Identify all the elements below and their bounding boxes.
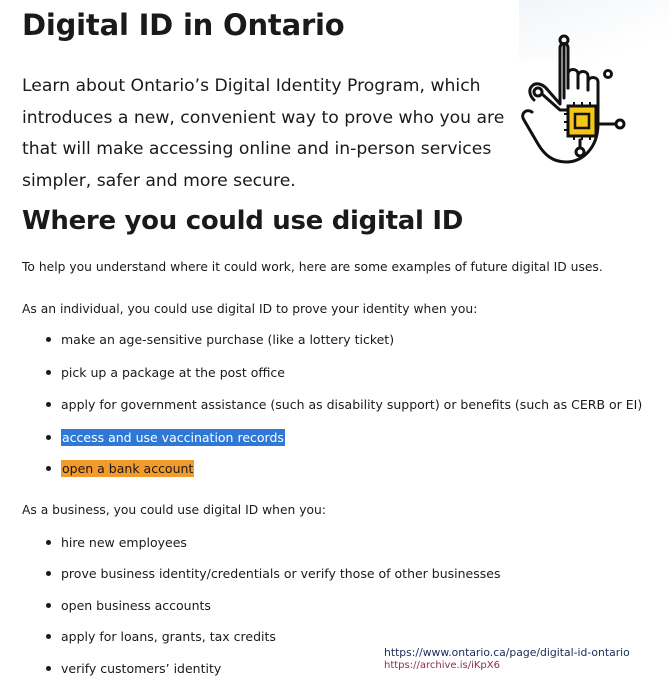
- archive-link[interactable]: https://archive.is/iKpX6: [384, 660, 500, 671]
- list-item: verify customers’ identity: [46, 661, 221, 676]
- list-item: hire new employees: [46, 535, 187, 550]
- bullet-icon: [46, 571, 51, 576]
- business-intro: As a business, you could use digital ID when you:: [22, 503, 326, 517]
- page-title: Digital ID in Ontario: [22, 8, 345, 42]
- bullet-icon: [46, 603, 51, 608]
- section-title: Where you could use digital ID: [22, 206, 463, 236]
- section-description: To help you understand where it could work, here are some examples of future digital ID uses.: [22, 260, 603, 274]
- bullet-icon: [46, 466, 51, 471]
- intro-paragraph: Learn about Ontario’s Digital Identity Program, which introduces a new, convenient way to prove who you are that will make accessing online and in-person services simpler, safer and more secure.: [22, 76, 505, 191]
- bullet-icon: [46, 435, 51, 440]
- bullet-icon: [46, 402, 51, 407]
- source-links: [384, 646, 630, 672]
- list-item: pick up a package at the post office: [46, 365, 285, 380]
- list-item: apply for loans, grants, tax credits: [46, 629, 276, 644]
- bullet-icon: [46, 666, 51, 671]
- list-item: open business accounts: [46, 598, 211, 613]
- list-item: make an age-sensitive purchase (like a lottery ticket): [46, 332, 394, 347]
- individual-intro: As an individual, you could use digital ID to prove your identity when you:: [22, 302, 478, 316]
- bullet-icon: [46, 337, 51, 342]
- bullet-icon: [46, 370, 51, 375]
- list-item-highlighted-orange: open a bank account: [46, 460, 194, 477]
- hand-chip-icon: [520, 28, 638, 178]
- list-item: prove business identity/credentials or verify those of other businesses: [46, 566, 500, 581]
- list-item-highlighted-blue: access and use vaccination records: [46, 429, 285, 446]
- source-link[interactable]: https://www.ontario.ca/page/digital-id-ontario: [384, 646, 630, 659]
- bullet-icon: [46, 540, 51, 545]
- list-item: apply for government assistance (such as disability support) or benefits (such as CERB or EI): [46, 397, 642, 412]
- bullet-icon: [46, 634, 51, 639]
